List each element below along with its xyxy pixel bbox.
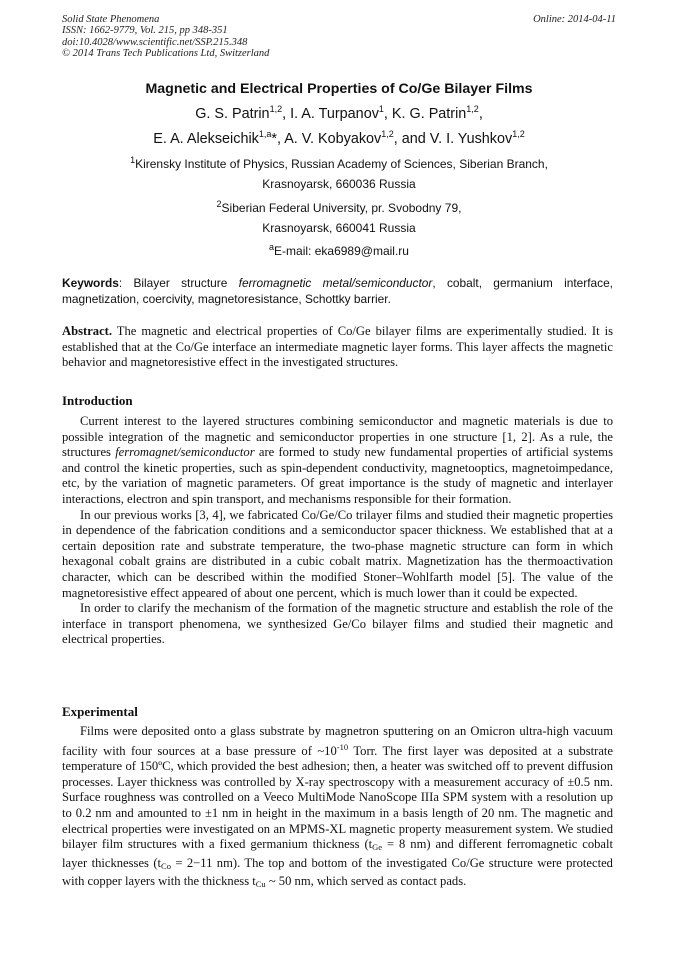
experimental-body [62, 724, 613, 893]
experimental-heading: Experimental [62, 704, 138, 719]
issn-line: ISSN: 1662-9779, Vol. 215, pp 348-351 [62, 25, 228, 37]
author-name: A. V. Kobyakov [284, 130, 382, 147]
author-line-1 [0, 104, 678, 122]
abstract-text: The magnetic and electrical properties of Co/Ge bilayer films are experimentally studied. It is established that at the Co/Ge interface an intermediate magnetic layer forms. This layer affects the magnetic behavior and magnetoresistive effect in the investigated structures. [62, 324, 613, 370]
author-affiliation-mark: 1,2 [381, 129, 394, 139]
author-separator: , [276, 130, 285, 147]
author-separator: , and [393, 130, 430, 147]
introduction-body [62, 414, 613, 648]
affiliation-1-city: Krasnoyarsk, 660036 Russia [262, 177, 416, 191]
keywords-block: Keywords: Bilayer structure ferromagnetic metal/semiconductor, cobalt, germanium interface, magnetization, coercivity, magnetoresistance, Schottky barrier. [62, 276, 613, 306]
author-separator: , [383, 105, 392, 122]
affiliation-1: $^1$Kirensky Institute of Physics, Russian Academy of Sciences, Siberian Branch, [130, 155, 548, 171]
author-affiliation-mark: 1,2 [269, 104, 283, 114]
keywords-label: Keywords [62, 276, 119, 290]
email-address[interactable]: E-mail: eka6989@mail.ru [274, 244, 409, 258]
author-affiliation-mark: 1,2 [466, 104, 479, 114]
intro-paragraph-2: In our previous works [3, 4], we fabricated Co/Ge/Co trilayer films and studied their magnetic properties in dependence of the fabrication conditions and a semiconductor spacer thickness. We established that at a certain deposition rate and substrate temperature, the two-phase magnetic structure can form in which hexagonal cobalt grains are distributed in a cubic cobalt matrix. Magnetization has the thermoactivation character, which can be described within the modified Stoner–Wohlfarth model [5]. The value of the magnetoresistive effect appeared of about one percent, which is much lower than it could be expected. [62, 507, 613, 600]
affiliation-2-city: Krasnoyarsk, 660041 Russia [262, 221, 416, 235]
author-name: I. A. Turpanov [290, 105, 379, 122]
author-separator: , [282, 105, 291, 122]
affiliation-2: $^2$Siberian Federal University, pr. Svobodny 79, [216, 199, 462, 215]
copyright-line: © 2014 Trans Tech Publications Ltd, Switzerland [62, 48, 270, 60]
abstract-block [62, 324, 613, 371]
abstract-label: Abstract. [62, 324, 113, 338]
author-separator: , [478, 105, 483, 122]
experimental-paragraph: Films were deposited onto a glass substrate by magnetron sputtering on an Omicron ultra-high vacuum facility with four sources at a base pressure of $\sim 10^{-10}$ Torr. The first layer was deposited at a substrate temperature of 150ºC, which provided the best adhesion; then, a heater was switched off to prevent diffusion processes. Layer thickness was controlled by X-ray spectroscopy with a measurement accuracy of ±0.5 nm. Surface roughness was controlled on a Veeco MultiMode NanoScope IIIa SPM system with a resolution up to 0.2 nm and amounted to ±1 nm in height in the maximum in a basis length of 20 nm. The magnetic and electrical properties were investigated on an MPMS-XL magnetic property measurement system. We studied bilayer film structures with a fixed germanium thickness ($t_{Ge} = 8$ nm) and different ferromagnetic cobalt layer thicknesses ($t_{Co} = 2-11$ nm). The top and bottom of the investigated Co/Ge structure were protected with copper layers with the thickness $t_{Cu}$ ~ 50 nm, which served as contact pads. [62, 724, 613, 890]
author-name: V. I. Yushkov [429, 130, 513, 147]
author-line-2 [0, 129, 678, 147]
author-name: E. A. Alekseichik [153, 130, 259, 147]
author-affiliation-mark: 1,a [258, 129, 272, 139]
journal-name: Solid State Phenomena [62, 14, 160, 25]
doi-line[interactable]: doi:10.4028/www.scientific.net/SSP.215.348 [62, 36, 248, 48]
corresponding-mark: * [271, 130, 277, 147]
author-affiliation-mark: 1,2 [512, 129, 525, 139]
author-name: G. S. Patrin [195, 105, 270, 122]
author-name: K. G. Patrin [391, 105, 467, 122]
intro-paragraph-3: In order to clarify the mechanism of the formation of the magnetic structure and establish the role of the interface in transport phenomena, we synthesized Ge/Co bilayer films and studied their magnetic and electrical properties. [62, 601, 613, 647]
intro-paragraph-1: Current interest to the layered structures combining semiconductor and magnetic materials is due to possible integration of the magnetic and semiconductor properties in one structure [1, 2]. As a rule, the structures ferromagnet/semiconductor are formed to study new fundamental properties of artificial systems and control the kinetic properties, such as spin-dependent conductivity, magnetooptics, magnetoimpedance, etc, by the variation of magnetic parameters. Of great importance is the study of magnetic and interlayer interactions, electron and spin transport, and mechanisms responsible for their formation. [62, 414, 613, 506]
online-date: Online: 2014-04-11 [533, 14, 616, 25]
introduction-heading: Introduction [62, 393, 133, 408]
author-affiliation-mark: 1 [378, 104, 384, 114]
email-line: $^a$E-mail: eka6989@mail.ru [269, 242, 409, 258]
journal-header [62, 14, 616, 60]
paper-title: Magnetic and Electrical Properties of Co/Ge Bilayer Films [145, 81, 533, 97]
